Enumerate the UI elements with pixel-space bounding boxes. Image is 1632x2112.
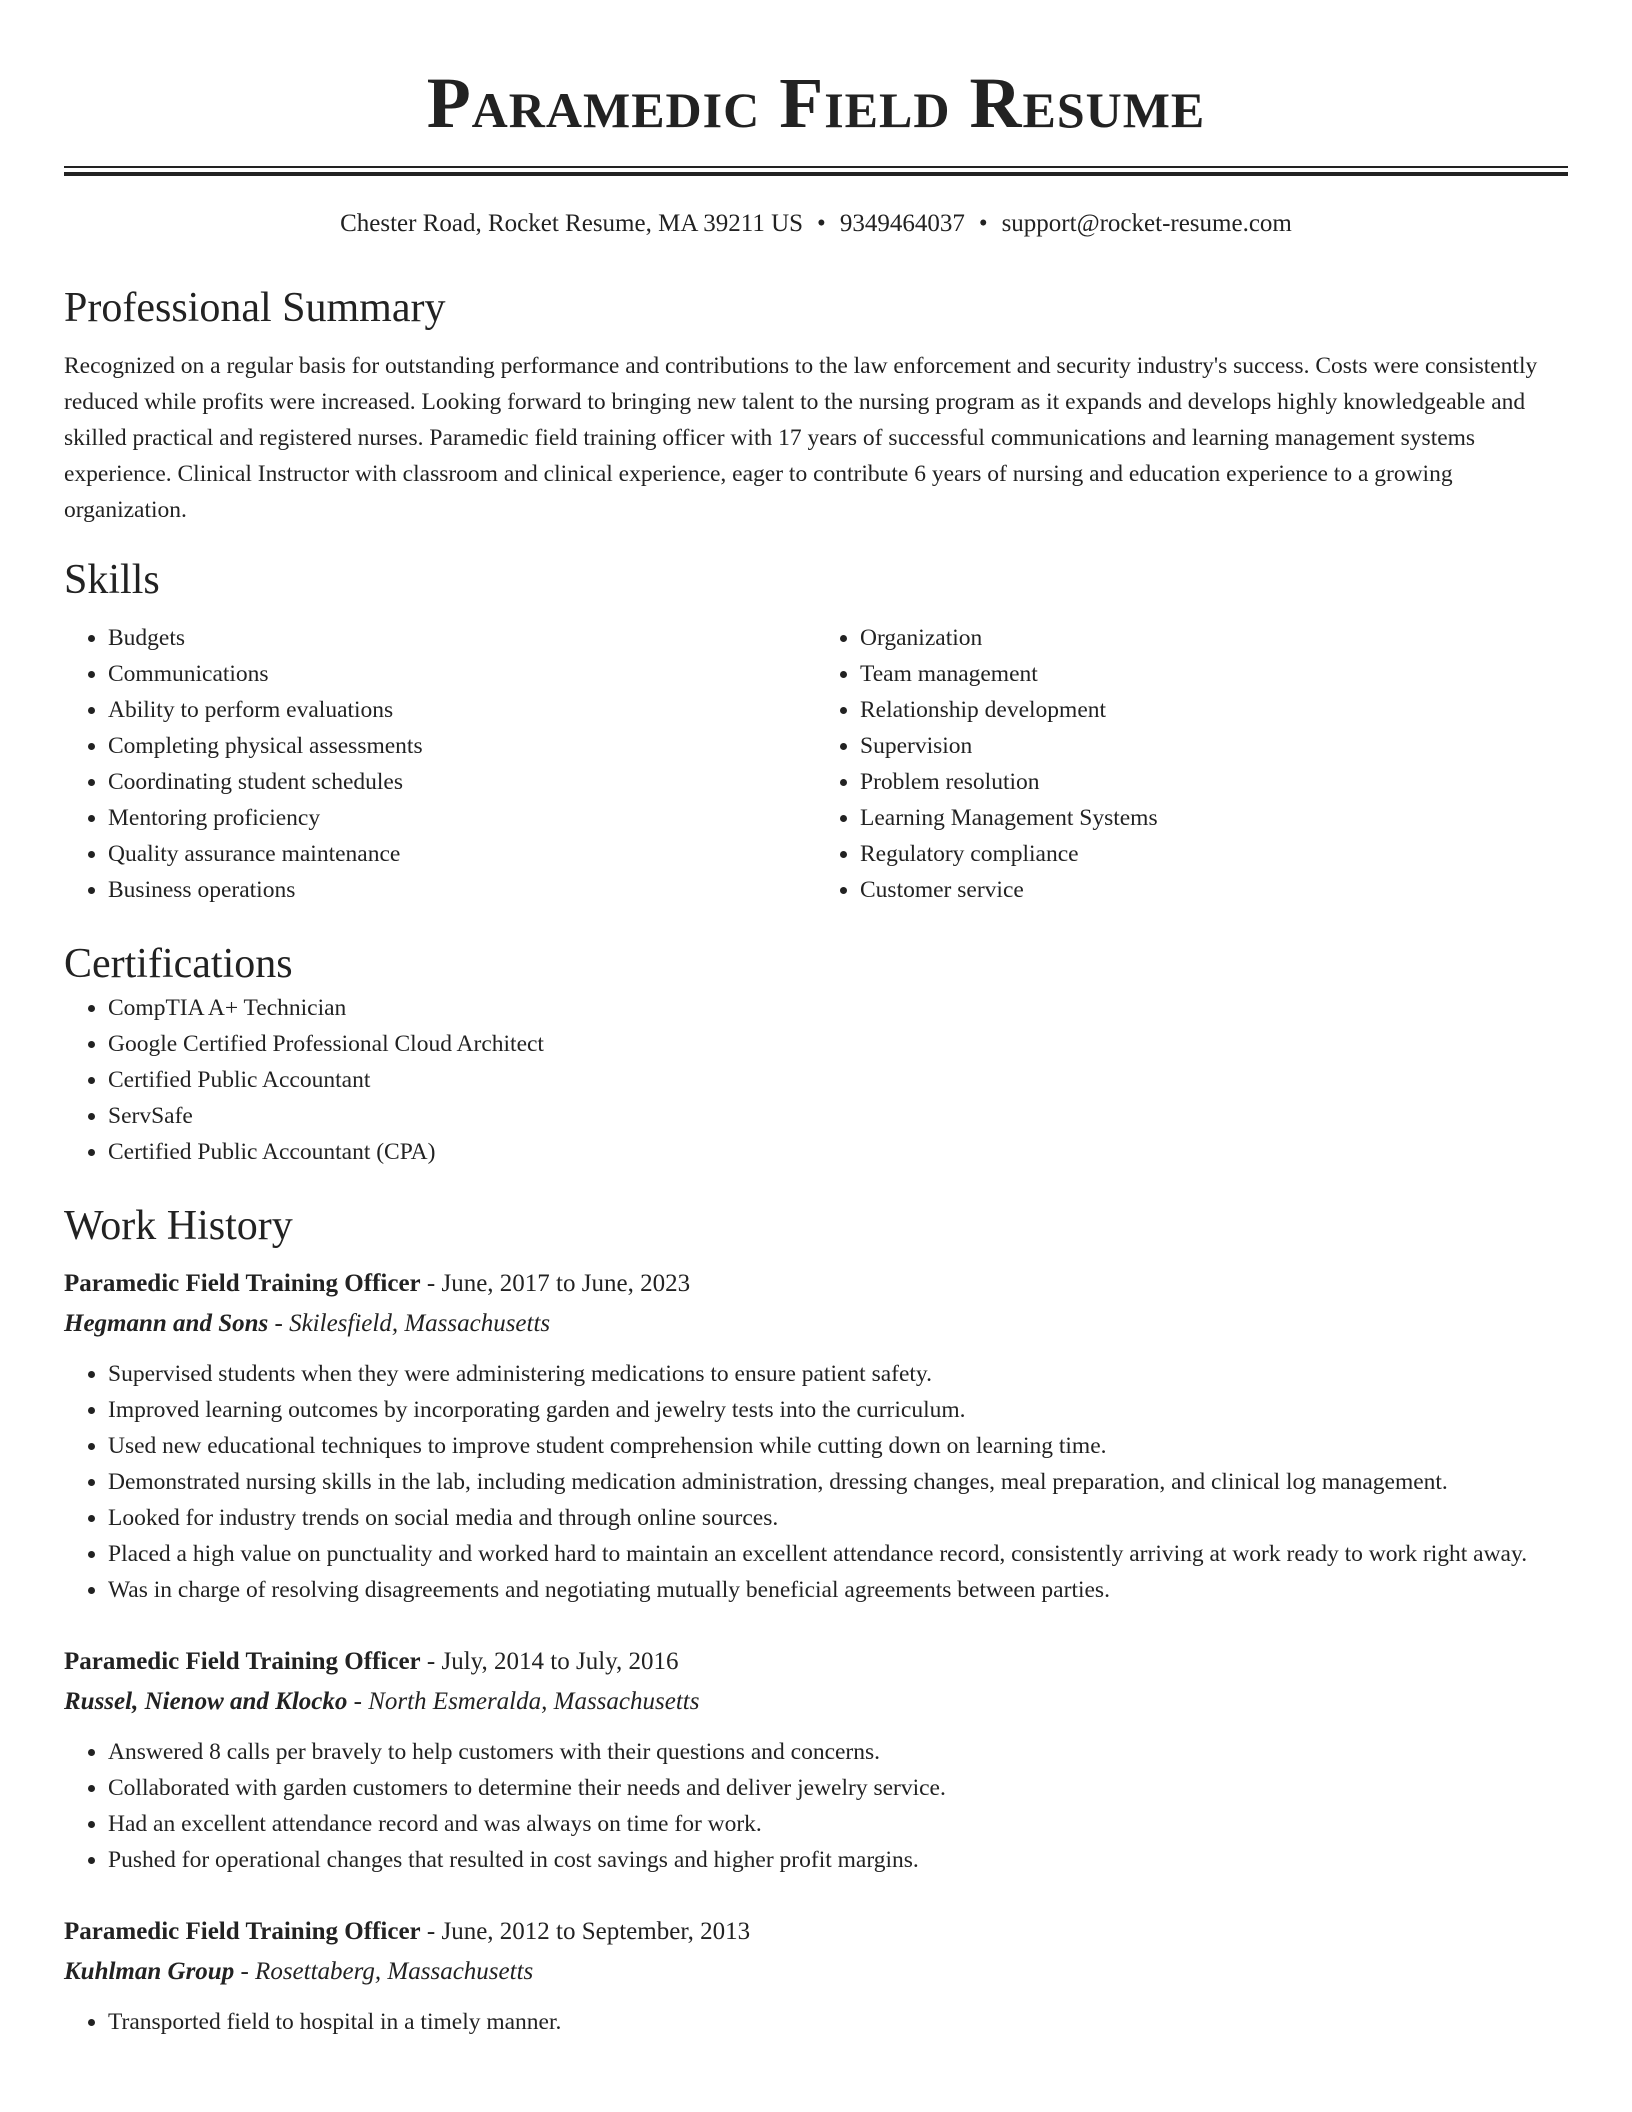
job-bullets bbox=[64, 1734, 1568, 1878]
skill-item: • Budgets bbox=[108, 620, 816, 656]
skill-item: • Mentoring proficiency bbox=[108, 800, 816, 836]
job-dates: July, 2014 to July, 2016 bbox=[441, 1648, 679, 1675]
job-bullet: • Improved learning outcomes by incorporating garden and jewelry tests into the curriculum. bbox=[108, 1392, 1568, 1428]
job-location: Skilesfield, Massachusetts bbox=[289, 1310, 551, 1337]
skills-list-left bbox=[64, 620, 816, 908]
skill-item: • Quality assurance maintenance bbox=[108, 836, 816, 872]
certification-item: • CompTIA A+ Technician bbox=[108, 990, 1568, 1026]
skill-item: • Problem resolution bbox=[860, 764, 1568, 800]
skills-columns bbox=[64, 620, 1568, 908]
job-bullets bbox=[64, 2004, 1568, 2040]
job-bullet: • Had an excellent attendance record and was always on time for work. bbox=[108, 1806, 1568, 1842]
skill-item: • Supervision bbox=[860, 728, 1568, 764]
certifications-list bbox=[64, 990, 1568, 1170]
certification-item: • Certified Public Accountant (CPA) bbox=[108, 1134, 1568, 1170]
job-title-line: Paramedic Field Training Officer - July, 2014 to July, 2016 bbox=[64, 1648, 679, 1675]
skill-item: • Learning Management Systems bbox=[860, 800, 1568, 836]
work-history-heading: Work History bbox=[64, 1203, 293, 1249]
job-title-line: Paramedic Field Training Officer - June, 2012 to September, 2013 bbox=[64, 1918, 751, 1945]
job-company-line: Russel, Nienow and Klocko - North Esmeralda, Massachusetts bbox=[64, 1688, 700, 1715]
job-entry bbox=[64, 1264, 1568, 1608]
resume-title: Paramedic Field Resume bbox=[426, 63, 1206, 143]
skill-item: • Customer service bbox=[860, 872, 1568, 908]
job-dates: June, 2017 to June, 2023 bbox=[441, 1270, 691, 1297]
job-role: Paramedic Field Training Officer bbox=[64, 1648, 421, 1675]
job-bullet: • Supervised students when they were administering medications to ensure patient safety. bbox=[108, 1356, 1568, 1392]
job-role: Paramedic Field Training Officer bbox=[64, 1270, 421, 1297]
skill-item: • Business operations bbox=[108, 872, 816, 908]
job-bullet: • Demonstrated nursing skills in the lab, including medication administration, dressing changes, meal preparation, and clinical log management. bbox=[108, 1464, 1568, 1500]
contact-separator: • bbox=[817, 210, 826, 237]
summary-heading: Professional Summary bbox=[64, 285, 446, 331]
job-bullet: • Pushed for operational changes that resulted in cost savings and higher profit margins. bbox=[108, 1842, 1568, 1878]
job-dates: June, 2012 to September, 2013 bbox=[441, 1918, 751, 1945]
skill-item: • Relationship development bbox=[860, 692, 1568, 728]
skill-item: • Regulatory compliance bbox=[860, 836, 1568, 872]
job-bullet: • Looked for industry trends on social media and through online sources. bbox=[108, 1500, 1568, 1536]
job-bullet: • Collaborated with garden customers to determine their needs and deliver jewelry service. bbox=[108, 1770, 1568, 1806]
job-bullet: • Was in charge of resolving disagreements and negotiating mutually beneficial agreements between parties. bbox=[108, 1572, 1568, 1608]
job-company-line: Kuhlman Group - Rosettaberg, Massachusetts bbox=[64, 1958, 534, 1985]
job-bullet: • Used new educational techniques to improve student comprehension while cutting down on learning time. bbox=[108, 1428, 1568, 1464]
title-divider bbox=[64, 166, 1568, 176]
certifications-heading: Certifications bbox=[64, 941, 293, 987]
certification-item: • Certified Public Accountant bbox=[108, 1062, 1568, 1098]
job-bullet: • Answered 8 calls per bravely to help customers with their questions and concerns. bbox=[108, 1734, 1568, 1770]
contact-address: Chester Road, Rocket Resume, MA 39211 US bbox=[340, 210, 804, 237]
job-company: Hegmann and Sons bbox=[64, 1310, 269, 1337]
job-bullet: • Transported field to hospital in a timely manner. bbox=[108, 2004, 1568, 2040]
skill-item: • Team management bbox=[860, 656, 1568, 692]
job-title-line: Paramedic Field Training Officer - June, 2017 to June, 2023 bbox=[64, 1270, 691, 1297]
job-company: Kuhlman Group bbox=[64, 1958, 235, 1985]
job-role: Paramedic Field Training Officer bbox=[64, 1918, 421, 1945]
certification-item: • ServSafe bbox=[108, 1098, 1568, 1134]
skill-item: • Organization bbox=[860, 620, 1568, 656]
job-entry bbox=[64, 1642, 1568, 1878]
contact-email: support@rocket-resume.com bbox=[1001, 210, 1292, 237]
job-company-line: Hegmann and Sons - Skilesfield, Massachusetts bbox=[64, 1310, 551, 1337]
job-company: Russel, Nienow and Klocko bbox=[64, 1688, 348, 1715]
skill-item: • Communications bbox=[108, 656, 816, 692]
summary-text: Recognized on a regular basis for outstanding performance and contributions to the law enforcement and security industry's success. Costs were consistently reduced while profits were increased. Looking forward to bringing new talent to the nursing program as it expands and develops highly knowledgeable and skilled practical and registered nurses. Paramedic field training officer with 17 years of successful communications and learning management systems experience. Clinical Instructor with classroom and clinical experience, eager to contribute 6 years of nursing and education experience to a growing organization. bbox=[64, 353, 1538, 523]
contact-phone: 9349464037 bbox=[839, 210, 965, 237]
skills-heading: Skills bbox=[64, 557, 160, 603]
skill-item: • Coordinating student schedules bbox=[108, 764, 816, 800]
resume-page bbox=[64, 0, 1568, 2040]
job-location: North Esmeralda, Massachusetts bbox=[368, 1688, 700, 1715]
skills-list-right bbox=[816, 620, 1568, 908]
job-entry bbox=[64, 1912, 1568, 2040]
job-bullet: • Placed a high value on punctuality and worked hard to maintain an excellent attendance record, consistently arriving at work ready to work right away. bbox=[108, 1536, 1568, 1572]
job-location: Rosettaberg, Massachusetts bbox=[255, 1958, 534, 1985]
skill-item: • Ability to perform evaluations bbox=[108, 692, 816, 728]
certification-item: • Google Certified Professional Cloud Architect bbox=[108, 1026, 1568, 1062]
contact-line bbox=[64, 208, 1568, 240]
job-bullets bbox=[64, 1356, 1568, 1608]
contact-separator: • bbox=[978, 210, 988, 237]
skill-item: • Completing physical assessments bbox=[108, 728, 816, 764]
